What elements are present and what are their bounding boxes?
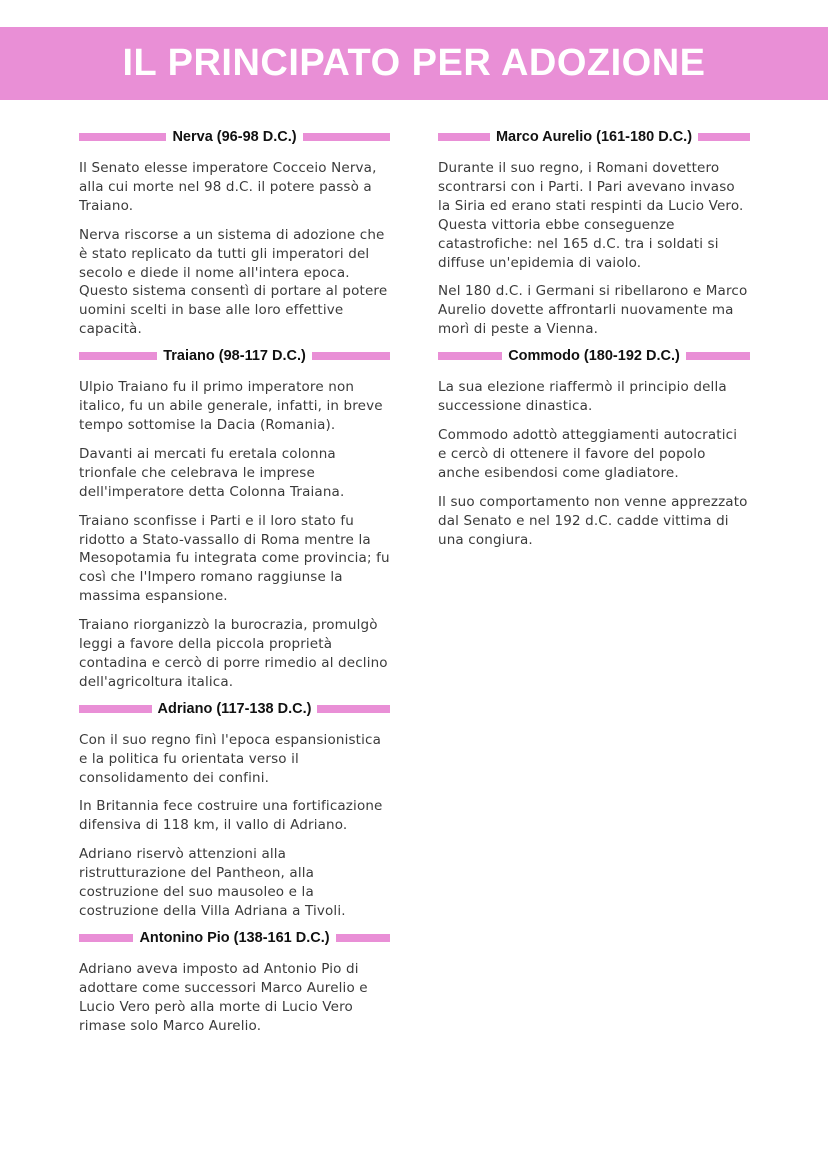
- right-column: [438, 126, 750, 555]
- paragraph: Il Senato elesse imperatore Cocceio Nerva, alla cui morte nel 98 d.C. il potere passò a Traiano.: [79, 160, 377, 214]
- section-heading: [79, 126, 390, 148]
- section-title: Adriano (117-138 D.C.): [157, 700, 312, 717]
- paragraph: In Britannia fece costruire una fortificazione difensiva di 118 km, il vallo di Adriano.: [79, 798, 383, 834]
- heading-bar-left: [79, 705, 152, 713]
- section-heading: [79, 345, 390, 367]
- paragraph: Davanti ai mercati fu eretala colonna trionfale che celebrava le imprese dell'imperatore detta Colonna Traiana.: [79, 445, 345, 500]
- section-title: Commodo (180-192 D.C.): [508, 348, 680, 365]
- paragraph: Ulpio Traiano fu il primo imperatore non italico, fu un abile generale, infatti, in breve tempo sottomise la Dacia (Romania).: [79, 379, 383, 433]
- paragraph: Adriano riservò attenzioni alla ristrutturazione del Pantheon, alla costruzione del suo mausoleo e la costruzione della Villa Adriana a Tivoli.: [79, 846, 346, 919]
- heading-bar-left: [438, 352, 502, 360]
- page-title: IL PRINCIPATO PER ADOZIONE: [122, 42, 706, 84]
- paragraph: Il suo comportamento non venne apprezzato dal Senato e nel 192 d.C. cadde vittima di una congiura.: [438, 493, 748, 548]
- section-title: Traiano (98-117 D.C.): [163, 348, 306, 365]
- section-heading: [438, 345, 750, 367]
- section-marco-aurelio: [438, 126, 750, 339]
- paragraph: Traiano riorganizzò la burocrazia, promulgò leggi a favore della piccola proprietà contadina e cercò di porre rimedio al declino dell'agricoltura italica.: [79, 617, 388, 690]
- heading-bar-right: [312, 352, 390, 360]
- section-nerva: [79, 126, 390, 339]
- section-antonino-pio: [79, 927, 390, 1036]
- heading-bar-right: [698, 133, 750, 141]
- heading-bar-right: [317, 705, 390, 713]
- section-title: Nerva (96-98 D.C.): [172, 129, 297, 145]
- paragraph: Commodo adottò atteggiamenti autocratici e cercò di ottenere il favore del popolo anche esibendosi come gladiatore.: [438, 426, 738, 481]
- heading-bar-right: [303, 133, 390, 141]
- section-title: Antonino Pio (138-161 D.C.): [139, 929, 330, 946]
- heading-bar-left: [79, 133, 166, 141]
- section-title: Marco Aurelio (161-180 D.C.): [495, 129, 693, 145]
- section-traiano: [79, 345, 390, 692]
- heading-bar-right: [686, 352, 750, 360]
- paragraph: Durante il suo regno, i Romani dovettero scontrarsi con i Parti. I Pari avevano invaso la Siria ed erano stati respinti da Lucio Vero. Questa vittoria ebbe conseguenze catastrofiche: nel 165 d.C. tra i soldati si diffuse un'epidemia di vaiolo.: [438, 160, 744, 271]
- section-heading: [79, 698, 390, 720]
- paragraph: Adriano aveva imposto ad Antonio Pio di adottare come successori Marco Aurelio e Lucio Vero però alla morte di Lucio Vero rimase solo Marco Aurelio.: [79, 960, 368, 1034]
- paragraph: Nel 180 d.C. i Germani si ribellarono e Marco Aurelio dovette affrontarli nuovamente ma morì di peste a Vienna.: [438, 283, 748, 338]
- title-banner: [0, 27, 828, 100]
- section-heading: [438, 126, 750, 148]
- paragraph: Nerva riscorse a un sistema di adozione che è stato replicato da tutti gli imperatori del secolo e diede il nome all'intera epoca. Questo sistema consentì di portare al potere uomini scelti in base alle loro effettive capacità.: [79, 226, 388, 338]
- left-column: [79, 126, 390, 1042]
- paragraph: Traiano sconfisse i Parti e il loro stato fu ridotto a Stato-vassallo di Roma mentre la Mesopotamia fu integrata come provincia; fu così che l'Impero romano raggiunse la massima espansione.: [79, 512, 390, 605]
- section-adriano: [79, 698, 390, 921]
- heading-bar-left: [438, 133, 490, 141]
- section-heading: [79, 927, 390, 949]
- heading-bar-right: [336, 934, 390, 942]
- heading-bar-left: [79, 934, 133, 942]
- heading-bar-left: [79, 352, 157, 360]
- paragraph: Con il suo regno finì l'epoca espansionistica e la politica fu orientata verso il consolidamento dei confini.: [79, 731, 381, 786]
- section-commodo: [438, 345, 750, 549]
- paragraph: La sua elezione riaffermò il principio della successione dinastica.: [438, 379, 727, 415]
